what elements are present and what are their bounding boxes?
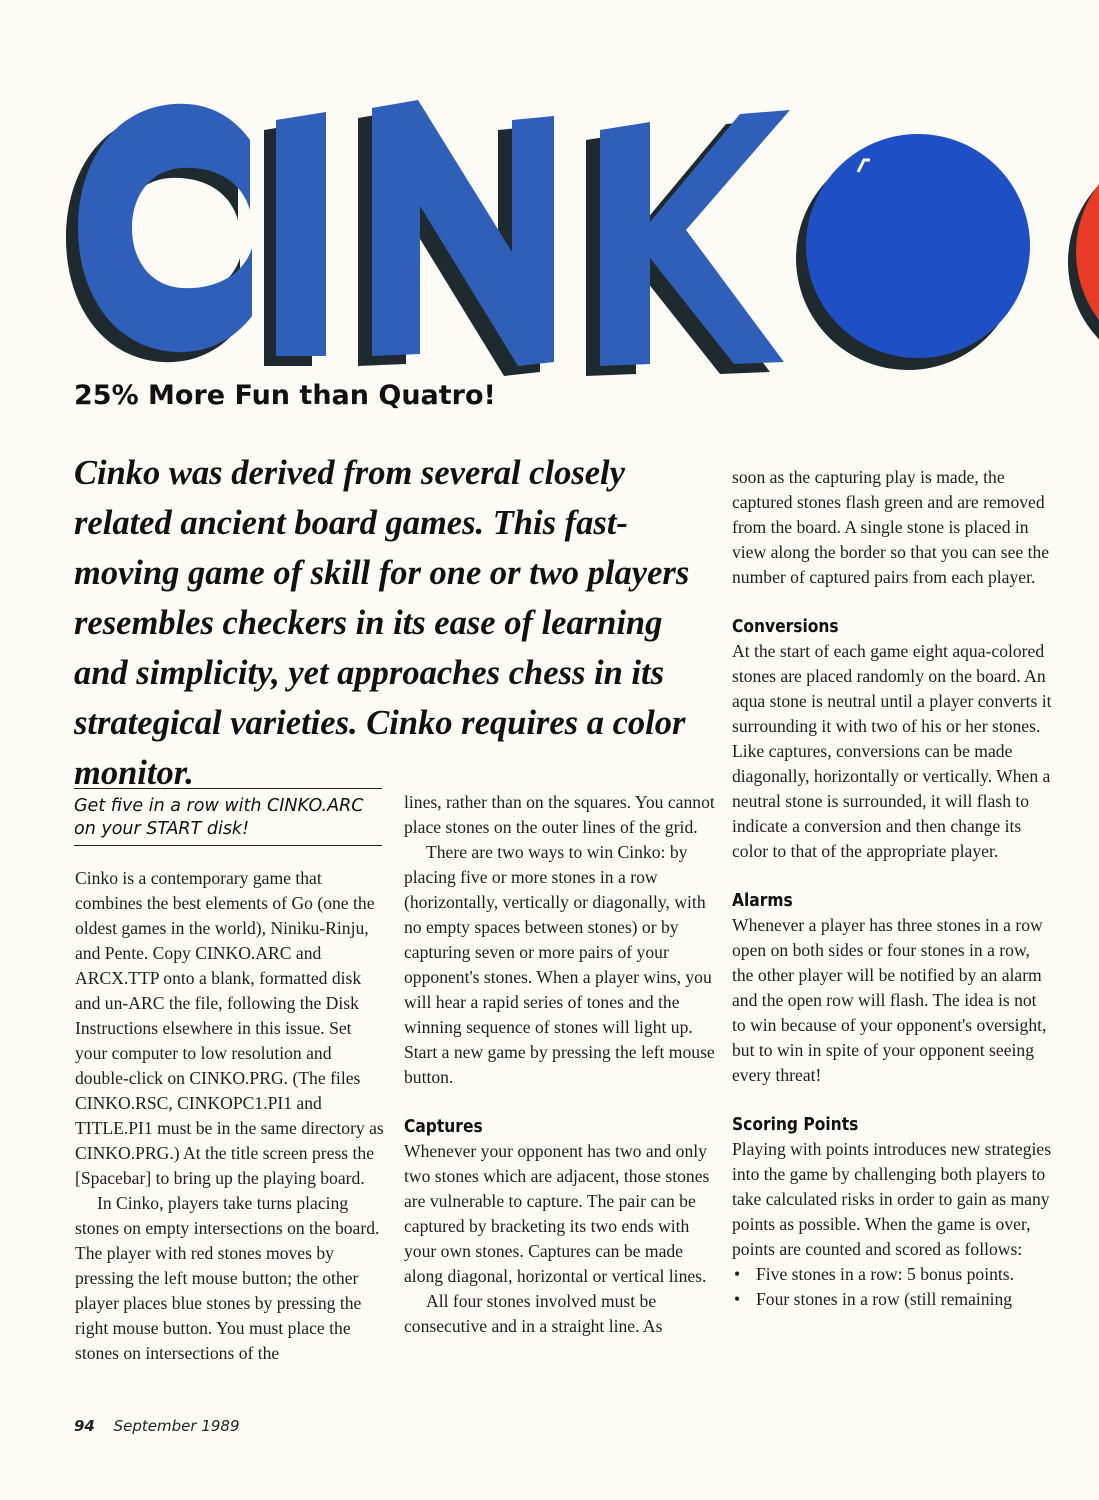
list-item: • Four stones in a row (still remaining: [732, 1287, 1052, 1312]
red-stone-icon: [1068, 140, 1099, 374]
list-item: • Five stones in a row: 5 bonus points.: [732, 1262, 1052, 1287]
body-paragraph: soon as the capturing play is made, the captured stones flash green and are removed from the board. A single stone is placed in view along the border so that you can see the number of captured pairs from each player.: [732, 467, 1050, 587]
intro-deck: Cinko was derived from several closely related ancient board games. This fast-moving game of skill for one or two players resembles checkers in its ease of learning and simplicity, yet approaches chess in its strategical varieties. Cinko requires a color monitor.: [74, 454, 690, 792]
letter-i: [264, 112, 326, 366]
column-3: [732, 465, 1052, 1312]
body-paragraph: There are two ways to win Cinko: by placing five or more stones in a row (horizontally, vertically or diagonally, with no empty spaces between stones) or by capturing seven or more pairs of your opponent's stones. When a player wins, you will hear a rapid series of tones and the winning sequence of stones will light up. Start a new game by pressing the left mouse button.: [404, 842, 715, 1087]
column-1: [75, 866, 387, 1366]
heading-alarms: Alarms: [732, 890, 793, 911]
body-paragraph: lines, rather than on the squares. You cannot place stones on the outer lines of the grid.: [404, 792, 715, 837]
page-number: 94: [74, 1417, 95, 1435]
disk-callout: Get five in a row with CINKO.ARC on your START disk!: [74, 788, 382, 846]
letter-c: [66, 104, 252, 362]
heading-scoring-points: Scoring Points: [732, 1114, 859, 1135]
body-paragraph: Playing with points introduces new strategies into the game by challenging both players to take calculated risks in order to gain as many points as possible. When the game is over, points are counted and scored as follows:: [732, 1139, 1052, 1259]
column-2: [404, 790, 716, 1339]
issue-date: September 1989: [113, 1417, 240, 1435]
heading-captures: Captures: [404, 1116, 483, 1137]
page-footer: [74, 1417, 240, 1435]
letter-k: [586, 110, 790, 376]
body-paragraph: Cinko is a contemporary game that combines the best elements of Go (one the oldest games in the world), Niniku-Rinju, and Pente. Copy CINKO.ARC and ARCX.TTP onto a blank, formatted disk and un-ARC the file, following the Disk Instructions elsewhere in this issue. Set your computer to low resolution and double-click on CINKO.PRG. (The files CINKO.RSC, CINKOPC1.PI1 and TITLE.PI1 must be in the same directory as CINKO.PRG.) At the title screen press the [Spacebar] to bring up the playing board.: [75, 868, 384, 1188]
body-paragraph: Whenever your opponent has two and only two stones which are adjacent, those stones are vulnerable to capture. The pair can be captured by bracketing its two ends with your own stones. Captures can be made along diagonal, horizontal or vertical lines.: [404, 1141, 710, 1286]
scoring-list: [732, 1262, 1052, 1312]
heading-conversions: Conversions: [732, 616, 839, 637]
body-paragraph: Whenever a player has three stones in a row open on both sides or four stones in a row, the other player will be notified by an alarm and the open row will flash. The idea is not to win because of your opponent's oversight, but to win in spite of your opponent seeing every threat!: [732, 915, 1047, 1085]
body-paragraph: At the start of each game eight aqua-colored stones are placed randomly on the board. An aqua stone is neutral until a player converts it surrounding it with two of his or her stones. Like captures, conversions can be made diagonally, horizontally or vertically. When a neutral stone is surrounded, it will flash to indicate a conversion and then change its color to that of the appropriate player.: [732, 641, 1052, 861]
letter-n: [358, 100, 554, 376]
blue-stone-icon: [796, 134, 1030, 370]
body-paragraph: All four stones involved must be consecutive and in a straight line. As: [404, 1291, 663, 1336]
body-paragraph: In Cinko, players take turns placing stones on empty intersections on the board. The player with red stones moves by pressing the left mouse button; the other player places blue stones by pressing the right mouse button. You must place the stones on intersections of the: [75, 1193, 380, 1363]
cinko-title-logo: [0, 0, 1099, 390]
subtitle: 25% More Fun than Quatro!: [74, 380, 496, 411]
